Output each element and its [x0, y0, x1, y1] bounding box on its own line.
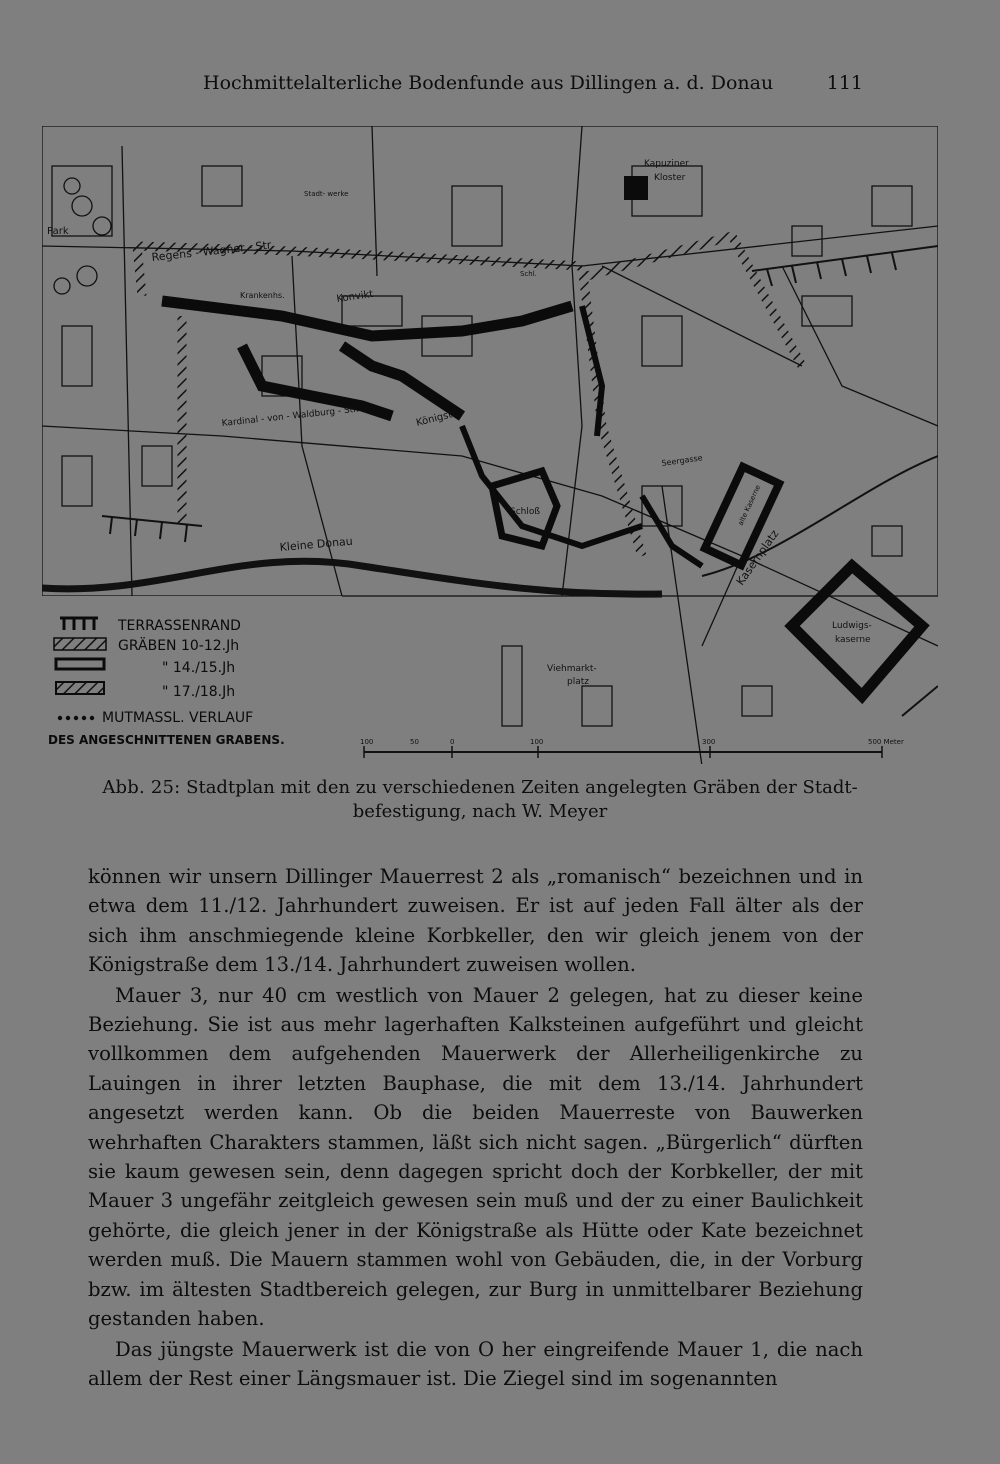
scale-label: 500 Meter — [868, 738, 904, 746]
map-label: Krankenhs. — [240, 291, 285, 300]
figure-caption — [100, 776, 860, 824]
map-label: Konvikt — [335, 288, 374, 305]
paragraph: Mauer 3, nur 40 cm westlich von Mauer 2 gelegen, hat zu dieser keine Beziehung. Sie ist aus mehr lagerhaften Kalksteinen aufgeführt und gleicht vollkommen dem aufgehenden Mauerwerk der Allerheiligenkirche zu Lauingen in ihrer letzten Bauphase, die mit dem 13./14. Jahrhundert angesetzt werden kann. Ob die beiden Mauerreste von Bauwerken wehrhaften Charakters stammen, läßt sich nicht sagen. „Bürgerlich“ dürften sie kaum gewesen sein, denn dagegen spricht doch der Korbkeller, der mit Mauer 3 ungefähr zeitgleich gewesen sein muß und der zu einer Baulichkeit gehörte, die gleich jener in der Königstraße als Hütte oder Kate bezeichnet werden muß. Die Mauern stammen wohl von Gebäuden, die, in der Vorburg bzw. im ältesten Stadtbereich gelegen, zur Burg in unmittelbarer Beziehung gestanden haben. — [88, 983, 863, 1331]
river-line — [42, 561, 662, 594]
page-number: 111 — [826, 72, 863, 94]
map-label: Schl. — [520, 270, 537, 278]
legend-graben-1: GRÄBEN 10-12.Jh — [118, 638, 240, 654]
scale-label: 50 — [410, 738, 419, 746]
caption-label: Abb. 25: — [102, 777, 181, 798]
running-title: Hochmittelalterliche Bodenfunde aus Dillingen a. d. Donau — [203, 72, 774, 94]
paragraph: Das jüngste Mauerwerk ist die von O her eingreifende Mauer 1, die nach allem der Rest einer Längsmauer ist. Die Ziegel sind im sogenannten — [88, 1337, 863, 1390]
scale-label: 0 — [450, 738, 455, 746]
ditch-oldest — [162, 301, 572, 416]
legend-terrace: TERRASSENRAND — [118, 618, 241, 634]
map-label: Kardinal - von - Waldburg - Str. — [221, 404, 360, 429]
legend-mutmassl-1: MUTMASSL. VERLAUF — [102, 710, 254, 726]
map-label: Königstr. — [415, 407, 460, 429]
ditch-hatched — [137, 236, 802, 556]
map-label: Kleine Donau — [279, 534, 354, 554]
map-label: Regens - Wagner - Str. — [150, 238, 275, 264]
map-label: Kloster — [654, 173, 686, 183]
caption-text: Stadtplan mit den zu verschiedenen Zeiten angelegten Gräben der Stadt-befestigung, nach W. Meyer — [186, 777, 858, 822]
map-label: kaserne — [835, 635, 871, 645]
scale-bar — [360, 738, 904, 758]
map-label: Kasernplatz — [733, 527, 782, 588]
legend-graben-2: " 14./15.Jh — [162, 660, 236, 676]
map-label: platz — [567, 677, 589, 687]
map-label: Schloß — [510, 507, 541, 517]
map-label: Ludwigs- — [832, 621, 872, 631]
paragraph: können wir unsern Dillinger Mauerrest 2 als „romanisch“ bezeichnen und in etwa dem 11./12. Jahrhundert zuweisen. Er ist auf jeden Fall älter als der sich ihm anschmiegende kleine Korbkeller, den wir gleich jenem von der Königstraße dem 13./14. Jahrhundert zuweisen wollen. — [88, 865, 863, 977]
kapuziner-block — [624, 176, 648, 200]
city-map — [42, 126, 938, 764]
ludwigskaserne — [792, 566, 922, 696]
body-text — [88, 862, 863, 1393]
map-label: Park — [47, 226, 69, 237]
scale-label: 100 — [530, 738, 544, 746]
legend-symbol-10-12 — [54, 638, 106, 650]
running-head — [203, 70, 863, 102]
map-label: Seergasse — [661, 453, 704, 468]
city-map-figure — [42, 126, 938, 764]
map-label: Kapuziner — [644, 159, 689, 169]
legend-symbol-17-18 — [56, 682, 104, 694]
legend-graben-3: " 17./18.Jh — [162, 684, 236, 700]
scale-label: 100 — [360, 738, 374, 746]
map-label: Viehmarkt- — [547, 664, 597, 674]
scale-label: 300 — [702, 738, 716, 746]
map-label: alte Kaserne — [736, 483, 763, 527]
map-label: Stadt- werke — [304, 190, 349, 198]
legend-mutmassl-2: DES ANGESCHNITTENEN GRABENS. — [48, 733, 285, 747]
